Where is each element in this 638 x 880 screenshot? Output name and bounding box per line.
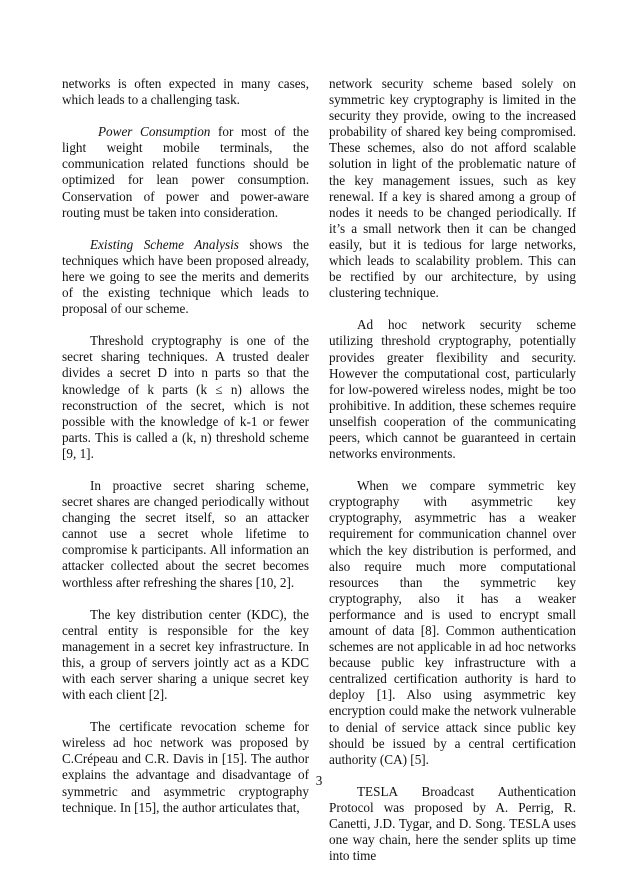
- paragraph: networks is often expected in many cases, which leads to a challenging task.: [62, 76, 309, 108]
- paragraph: Threshold cryptography is one of the secret sharing techniques. A trusted dealer divides a secret D into n parts so that the knowledge of k parts (k ≤ n) allows the reconstruction of the secret, which is not possible with the knowledge of k-1 or fewer parts. This is called a (k, n) threshold scheme [9, 1].: [62, 333, 309, 461]
- paragraph: In proactive secret sharing scheme, secret shares are changed periodically without changing the secret itself, so an attacker cannot use a secret whole lifetime to compromise k participants. All information an attacker collected about the secret becomes worthless after refreshing the shares [10, 2].: [62, 477, 309, 590]
- run-in-heading: Existing Scheme Analysis: [90, 236, 239, 252]
- page-number: 3: [315, 773, 323, 788]
- paragraph: The key distribution center (KDC), the central entity is responsible for the key management in a secret key infrastructure. In this, a group of servers jointly act as a KDC with each server sharing a unique secret key with each client [2].: [62, 606, 309, 703]
- paragraph: Ad hoc network security scheme utilizing threshold cryptography, potentially provides greater flexibility and security. However the computational cost, particularly for low-powered wireless nodes, might be too prohibitive. In addition, these schemes require unselfish cooperation of the communicating peers, which cannot be guaranteed in certain networks environments.: [329, 317, 576, 462]
- left-column: [62, 76, 309, 832]
- paragraph: TESLA Broadcast Authentication Protocol was proposed by A. Perrig, R. Canetti, J.D. Tygar, and D. Song. TESLA uses one way chain, here the sender splits up time into time: [329, 783, 576, 864]
- paragraph-existing-scheme: [62, 237, 309, 317]
- paragraph-body: for most of the light weight mobile terminals, the communication related functions should be optimized for lean power consumption. Conservation of power and power-aware routing must be taken into consideration.: [62, 124, 310, 220]
- paragraph-power-consumption: [62, 124, 309, 221]
- paragraph: The certificate revocation scheme for wireless ad hoc network was proposed by C.Crépeau and C.R. Davis in [15]. The author explains the advantage and disadvantage of symmetric and asymmetric cryptography technique. In [15], the author articulates that,: [62, 719, 309, 815]
- paragraph-body: shows the techniques which have been proposed already, here we going to see the merits and demerits of the existing technique which leads to proposal of our scheme.: [62, 236, 309, 317]
- right-column: [329, 76, 576, 880]
- paragraph: network security scheme based solely on symmetric key cryptography is limited in the security they provide, owing to the increased probability of shared key being compromised. These schemes, also do not afford scalable solution in light of the problematic nature of the key management issues, such as key renewal. If a key is shared among a group of nodes it needs to be changed periodically. If it’s a small network then it can be changed easily, but it is tedious for large networks, which leads to scalability problem. This can be rectified by our architecture, by using clustering technique.: [329, 76, 576, 301]
- paragraph: When we compare symmetric key cryptography with asymmetric key cryptography, asymmetric has a weaker requirement for communication channel over which the key distribution is performed, and also require much more computational resources than the symmetric key cryptography, also it has a weaker performance and is used to encrypt small amount of data [8]. Common authentication schemes are not applicable in ad hoc networks because public key infrastructure with a centralized certification authority is hard to deploy [1]. Also using asymmetric key encryption could make the network vulnerable to denial of service attack since public key should be issued by a central certification authority (CA) [5].: [329, 478, 576, 767]
- run-in-heading: Power Consumption: [98, 124, 211, 140]
